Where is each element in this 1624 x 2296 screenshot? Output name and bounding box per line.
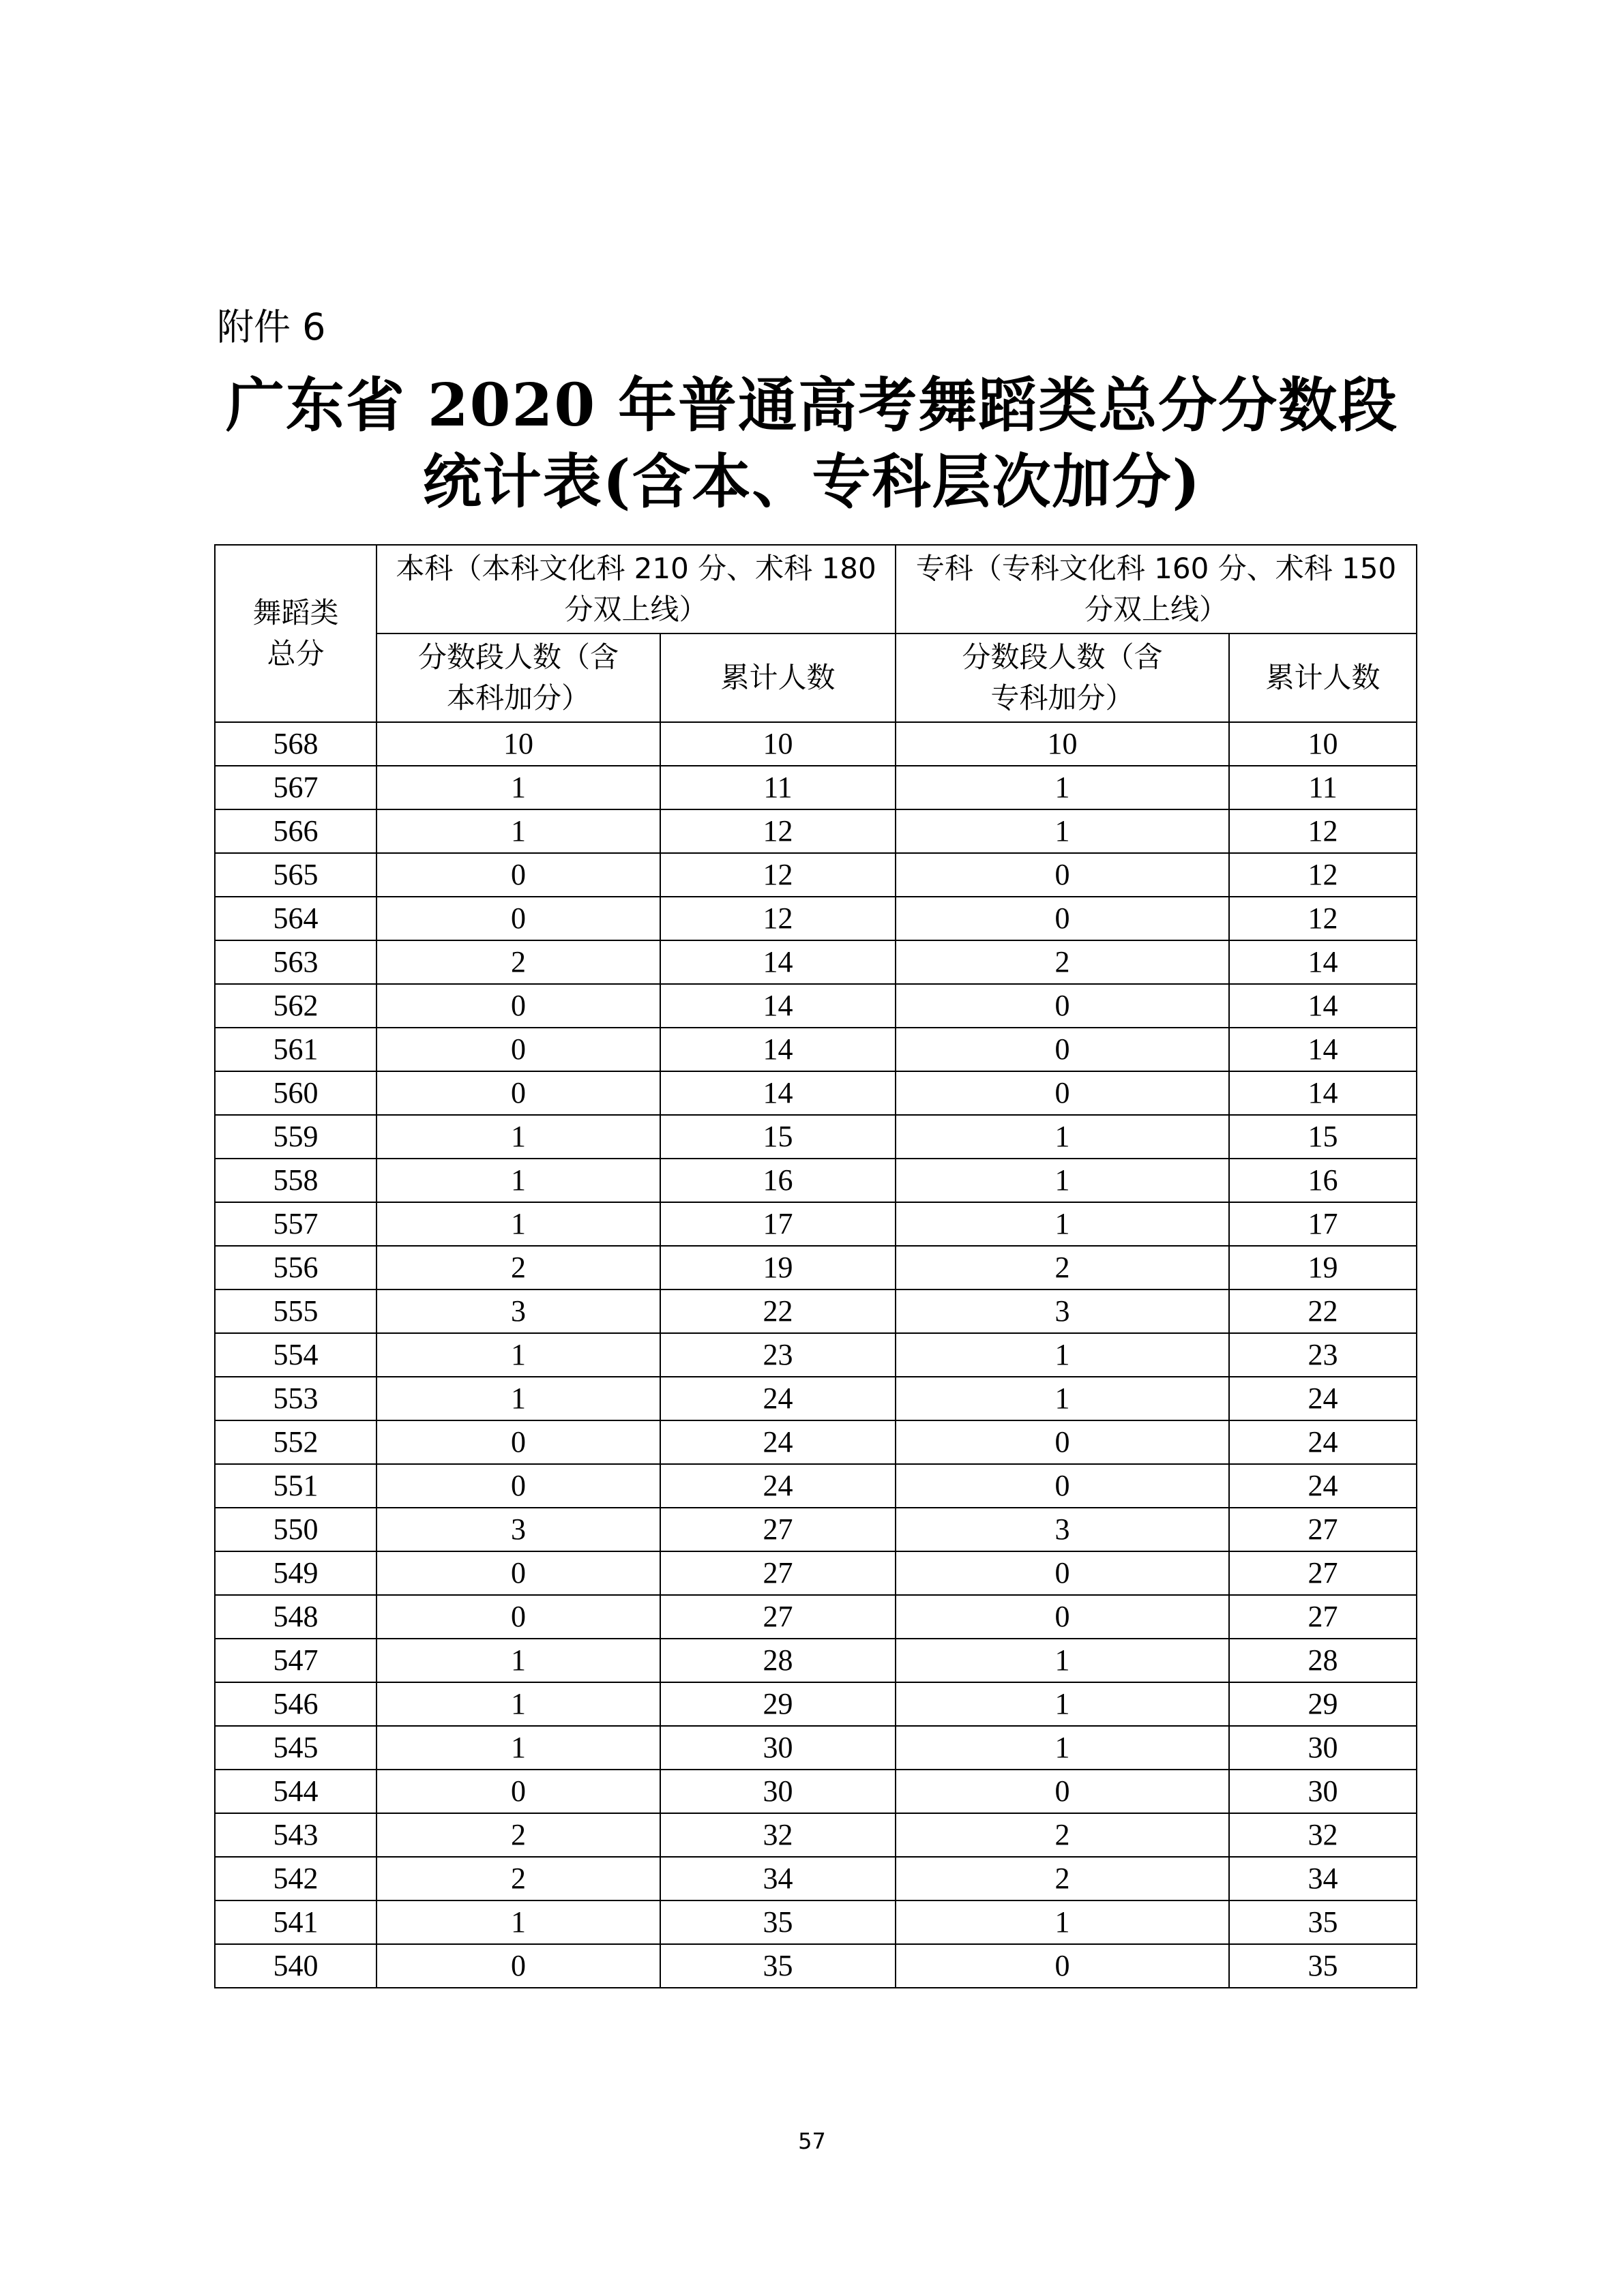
table-row xyxy=(215,722,1417,766)
undergrad-cumulative-cell: 14 xyxy=(660,1028,896,1071)
junior-cumulative-cell: 16 xyxy=(1229,1159,1417,1202)
table-header-row xyxy=(215,545,1417,633)
undergrad-band-count-cell: 10 xyxy=(377,722,660,766)
table-row xyxy=(215,1857,1417,1900)
junior-band-count-header: 分数段人数（含专科加分） xyxy=(896,633,1229,722)
junior-cumulative-cell: 14 xyxy=(1229,1071,1417,1115)
table-row xyxy=(215,1726,1417,1770)
table-row xyxy=(215,1115,1417,1159)
undergrad-band-count-cell: 1 xyxy=(377,766,660,809)
junior-cumulative-cell: 24 xyxy=(1229,1464,1417,1508)
junior-band-count-cell: 1 xyxy=(896,1900,1229,1944)
score-column-header: 舞蹈类总分 xyxy=(215,545,377,722)
undergrad-band-count-cell: 2 xyxy=(377,1246,660,1289)
document-title-line-2: 统计表(含本、专科层次加分) xyxy=(422,447,1202,516)
table-row xyxy=(215,940,1417,984)
junior-cumulative-cell: 34 xyxy=(1229,1857,1417,1900)
undergrad-cumulative-cell: 32 xyxy=(660,1813,896,1857)
junior-band-count-cell: 0 xyxy=(896,1464,1229,1508)
total-score-cell: 564 xyxy=(215,897,377,940)
total-score-cell: 559 xyxy=(215,1115,377,1159)
undergrad-cumulative-cell: 19 xyxy=(660,1246,896,1289)
junior-band-count-cell: 1 xyxy=(896,1115,1229,1159)
table-row xyxy=(215,1071,1417,1115)
undergrad-group-header: 本科（本科文化科 210 分、术科 180 分双上线） xyxy=(377,545,896,633)
junior-cumulative-cell: 35 xyxy=(1229,1900,1417,1944)
junior-cumulative-cell: 27 xyxy=(1229,1595,1417,1639)
junior-band-count-cell: 0 xyxy=(896,1770,1229,1813)
junior-band-count-cell: 2 xyxy=(896,1246,1229,1289)
undergrad-band-count-cell: 3 xyxy=(377,1289,660,1333)
junior-cumulative-cell: 19 xyxy=(1229,1246,1417,1289)
undergrad-cumulative-cell: 22 xyxy=(660,1289,896,1333)
total-score-cell: 567 xyxy=(215,766,377,809)
table-row xyxy=(215,897,1417,940)
junior-cumulative-cell: 12 xyxy=(1229,853,1417,897)
table-row xyxy=(215,853,1417,897)
total-score-cell: 552 xyxy=(215,1420,377,1464)
junior-cumulative-cell: 14 xyxy=(1229,940,1417,984)
junior-band-count-cell: 1 xyxy=(896,1639,1229,1682)
junior-band-count-cell: 1 xyxy=(896,1333,1229,1377)
undergrad-band-count-cell: 0 xyxy=(377,1770,660,1813)
table-row xyxy=(215,1900,1417,1944)
junior-cumulative-cell: 27 xyxy=(1229,1508,1417,1551)
junior-band-count-cell: 1 xyxy=(896,1159,1229,1202)
junior-cumulative-cell: 14 xyxy=(1229,984,1417,1028)
page-number: 57 xyxy=(798,2128,826,2154)
undergrad-band-count-cell: 0 xyxy=(377,1028,660,1071)
undergrad-cumulative-cell: 11 xyxy=(660,766,896,809)
total-score-cell: 551 xyxy=(215,1464,377,1508)
undergrad-band-count-cell: 1 xyxy=(377,1377,660,1420)
undergrad-cumulative-header: 累计人数 xyxy=(660,633,896,722)
junior-cumulative-cell: 10 xyxy=(1229,722,1417,766)
junior-band-count-cell: 0 xyxy=(896,1071,1229,1115)
table-row xyxy=(215,766,1417,809)
junior-cumulative-cell: 24 xyxy=(1229,1377,1417,1420)
undergrad-band-count-cell: 0 xyxy=(377,853,660,897)
total-score-cell: 568 xyxy=(215,722,377,766)
undergrad-band-count-cell: 1 xyxy=(377,1682,660,1726)
undergrad-cumulative-cell: 15 xyxy=(660,1115,896,1159)
junior-band-count-cell: 1 xyxy=(896,809,1229,853)
junior-cumulative-cell: 22 xyxy=(1229,1289,1417,1333)
junior-band-count-cell: 1 xyxy=(896,766,1229,809)
undergrad-cumulative-cell: 23 xyxy=(660,1333,896,1377)
undergrad-cumulative-cell: 35 xyxy=(660,1944,896,1988)
junior-cumulative-cell: 23 xyxy=(1229,1333,1417,1377)
table-row xyxy=(215,1028,1417,1071)
undergrad-cumulative-cell: 24 xyxy=(660,1464,896,1508)
undergrad-band-count-cell: 1 xyxy=(377,1333,660,1377)
table-row xyxy=(215,1246,1417,1289)
undergrad-band-count-cell: 0 xyxy=(377,1071,660,1115)
total-score-cell: 553 xyxy=(215,1377,377,1420)
junior-cumulative-cell: 32 xyxy=(1229,1813,1417,1857)
junior-band-count-cell: 2 xyxy=(896,940,1229,984)
junior-band-count-cell: 0 xyxy=(896,897,1229,940)
undergrad-band-count-cell: 0 xyxy=(377,1551,660,1595)
undergrad-cumulative-cell: 35 xyxy=(660,1900,896,1944)
table-row xyxy=(215,1377,1417,1420)
undergrad-band-count-cell: 1 xyxy=(377,809,660,853)
undergrad-band-count-cell: 2 xyxy=(377,1813,660,1857)
document-title-line-1: 广东省 2020 年普通高考舞蹈类总分分数段 xyxy=(225,371,1399,440)
table-body xyxy=(215,722,1417,1988)
table-row xyxy=(215,809,1417,853)
undergrad-cumulative-cell: 14 xyxy=(660,1071,896,1115)
undergrad-cumulative-cell: 14 xyxy=(660,940,896,984)
undergrad-cumulative-cell: 24 xyxy=(660,1420,896,1464)
table-row xyxy=(215,1639,1417,1682)
undergrad-band-count-cell: 0 xyxy=(377,984,660,1028)
total-score-cell: 547 xyxy=(215,1639,377,1682)
total-score-cell: 557 xyxy=(215,1202,377,1246)
junior-group-header: 专科（专科文化科 160 分、术科 150 分双上线） xyxy=(896,545,1417,633)
junior-cumulative-cell: 12 xyxy=(1229,809,1417,853)
table-row xyxy=(215,1420,1417,1464)
undergrad-cumulative-cell: 34 xyxy=(660,1857,896,1900)
junior-band-count-cell: 0 xyxy=(896,1595,1229,1639)
junior-band-count-cell: 10 xyxy=(896,722,1229,766)
total-score-cell: 560 xyxy=(215,1071,377,1115)
junior-cumulative-cell: 11 xyxy=(1229,766,1417,809)
undergrad-band-count-cell: 1 xyxy=(377,1900,660,1944)
table-row xyxy=(215,1944,1417,1988)
table-row xyxy=(215,1333,1417,1377)
total-score-cell: 548 xyxy=(215,1595,377,1639)
undergrad-cumulative-cell: 12 xyxy=(660,897,896,940)
table-row xyxy=(215,1770,1417,1813)
junior-cumulative-cell: 14 xyxy=(1229,1028,1417,1071)
junior-band-count-cell: 3 xyxy=(896,1508,1229,1551)
undergrad-cumulative-cell: 27 xyxy=(660,1551,896,1595)
junior-cumulative-cell: 17 xyxy=(1229,1202,1417,1246)
total-score-cell: 554 xyxy=(215,1333,377,1377)
undergrad-band-count-cell: 3 xyxy=(377,1508,660,1551)
junior-band-count-cell: 0 xyxy=(896,984,1229,1028)
table-row xyxy=(215,1464,1417,1508)
junior-band-count-cell: 0 xyxy=(896,1944,1229,1988)
total-score-cell: 562 xyxy=(215,984,377,1028)
undergrad-cumulative-cell: 17 xyxy=(660,1202,896,1246)
junior-band-count-cell: 0 xyxy=(896,853,1229,897)
junior-band-count-cell: 1 xyxy=(896,1202,1229,1246)
junior-cumulative-cell: 30 xyxy=(1229,1770,1417,1813)
undergrad-band-count-cell: 1 xyxy=(377,1159,660,1202)
undergrad-cumulative-cell: 10 xyxy=(660,722,896,766)
total-score-cell: 555 xyxy=(215,1289,377,1333)
undergrad-cumulative-cell: 14 xyxy=(660,984,896,1028)
table-row xyxy=(215,984,1417,1028)
table-subheader-row xyxy=(215,633,1417,722)
total-score-cell: 545 xyxy=(215,1726,377,1770)
junior-cumulative-cell: 15 xyxy=(1229,1115,1417,1159)
undergrad-cumulative-cell: 12 xyxy=(660,853,896,897)
undergrad-cumulative-cell: 27 xyxy=(660,1595,896,1639)
total-score-cell: 543 xyxy=(215,1813,377,1857)
junior-cumulative-cell: 12 xyxy=(1229,897,1417,940)
score-distribution-table xyxy=(214,544,1417,1988)
undergrad-band-count-cell: 0 xyxy=(377,1595,660,1639)
undergrad-cumulative-cell: 16 xyxy=(660,1159,896,1202)
junior-cumulative-header: 累计人数 xyxy=(1229,633,1417,722)
undergrad-cumulative-cell: 27 xyxy=(660,1508,896,1551)
total-score-cell: 556 xyxy=(215,1246,377,1289)
junior-band-count-cell: 1 xyxy=(896,1377,1229,1420)
junior-band-count-cell: 0 xyxy=(896,1551,1229,1595)
table-row xyxy=(215,1551,1417,1595)
total-score-cell: 541 xyxy=(215,1900,377,1944)
undergrad-band-count-cell: 1 xyxy=(377,1115,660,1159)
total-score-cell: 561 xyxy=(215,1028,377,1071)
table-row xyxy=(215,1159,1417,1202)
junior-cumulative-cell: 35 xyxy=(1229,1944,1417,1988)
junior-cumulative-cell: 29 xyxy=(1229,1682,1417,1726)
junior-band-count-cell: 2 xyxy=(896,1813,1229,1857)
undergrad-cumulative-cell: 30 xyxy=(660,1726,896,1770)
undergrad-band-count-cell: 0 xyxy=(377,1464,660,1508)
junior-band-count-cell: 2 xyxy=(896,1857,1229,1900)
table-row xyxy=(215,1682,1417,1726)
total-score-cell: 565 xyxy=(215,853,377,897)
junior-cumulative-cell: 30 xyxy=(1229,1726,1417,1770)
total-score-cell: 546 xyxy=(215,1682,377,1726)
undergrad-band-count-header: 分数段人数（含本科加分） xyxy=(377,633,660,722)
total-score-cell: 566 xyxy=(215,809,377,853)
table-row xyxy=(215,1289,1417,1333)
table-row xyxy=(215,1813,1417,1857)
total-score-cell: 540 xyxy=(215,1944,377,1988)
junior-band-count-cell: 0 xyxy=(896,1420,1229,1464)
total-score-cell: 544 xyxy=(215,1770,377,1813)
junior-band-count-cell: 1 xyxy=(896,1682,1229,1726)
undergrad-band-count-cell: 1 xyxy=(377,1726,660,1770)
junior-band-count-cell: 1 xyxy=(896,1726,1229,1770)
undergrad-cumulative-cell: 29 xyxy=(660,1682,896,1726)
undergrad-band-count-cell: 2 xyxy=(377,940,660,984)
undergrad-band-count-cell: 0 xyxy=(377,897,660,940)
total-score-cell: 549 xyxy=(215,1551,377,1595)
undergrad-cumulative-cell: 12 xyxy=(660,809,896,853)
undergrad-cumulative-cell: 24 xyxy=(660,1377,896,1420)
total-score-cell: 550 xyxy=(215,1508,377,1551)
undergrad-cumulative-cell: 30 xyxy=(660,1770,896,1813)
undergrad-band-count-cell: 1 xyxy=(377,1639,660,1682)
junior-cumulative-cell: 27 xyxy=(1229,1551,1417,1595)
table-row xyxy=(215,1508,1417,1551)
undergrad-band-count-cell: 0 xyxy=(377,1944,660,1988)
junior-cumulative-cell: 28 xyxy=(1229,1639,1417,1682)
junior-cumulative-cell: 24 xyxy=(1229,1420,1417,1464)
attachment-label: 附件 6 xyxy=(217,305,326,348)
total-score-cell: 542 xyxy=(215,1857,377,1900)
total-score-cell: 558 xyxy=(215,1159,377,1202)
total-score-cell: 563 xyxy=(215,940,377,984)
junior-band-count-cell: 0 xyxy=(896,1028,1229,1071)
undergrad-band-count-cell: 1 xyxy=(377,1202,660,1246)
junior-band-count-cell: 3 xyxy=(896,1289,1229,1333)
undergrad-cumulative-cell: 28 xyxy=(660,1639,896,1682)
undergrad-band-count-cell: 0 xyxy=(377,1420,660,1464)
undergrad-band-count-cell: 2 xyxy=(377,1857,660,1900)
table-row xyxy=(215,1202,1417,1246)
table-row xyxy=(215,1595,1417,1639)
